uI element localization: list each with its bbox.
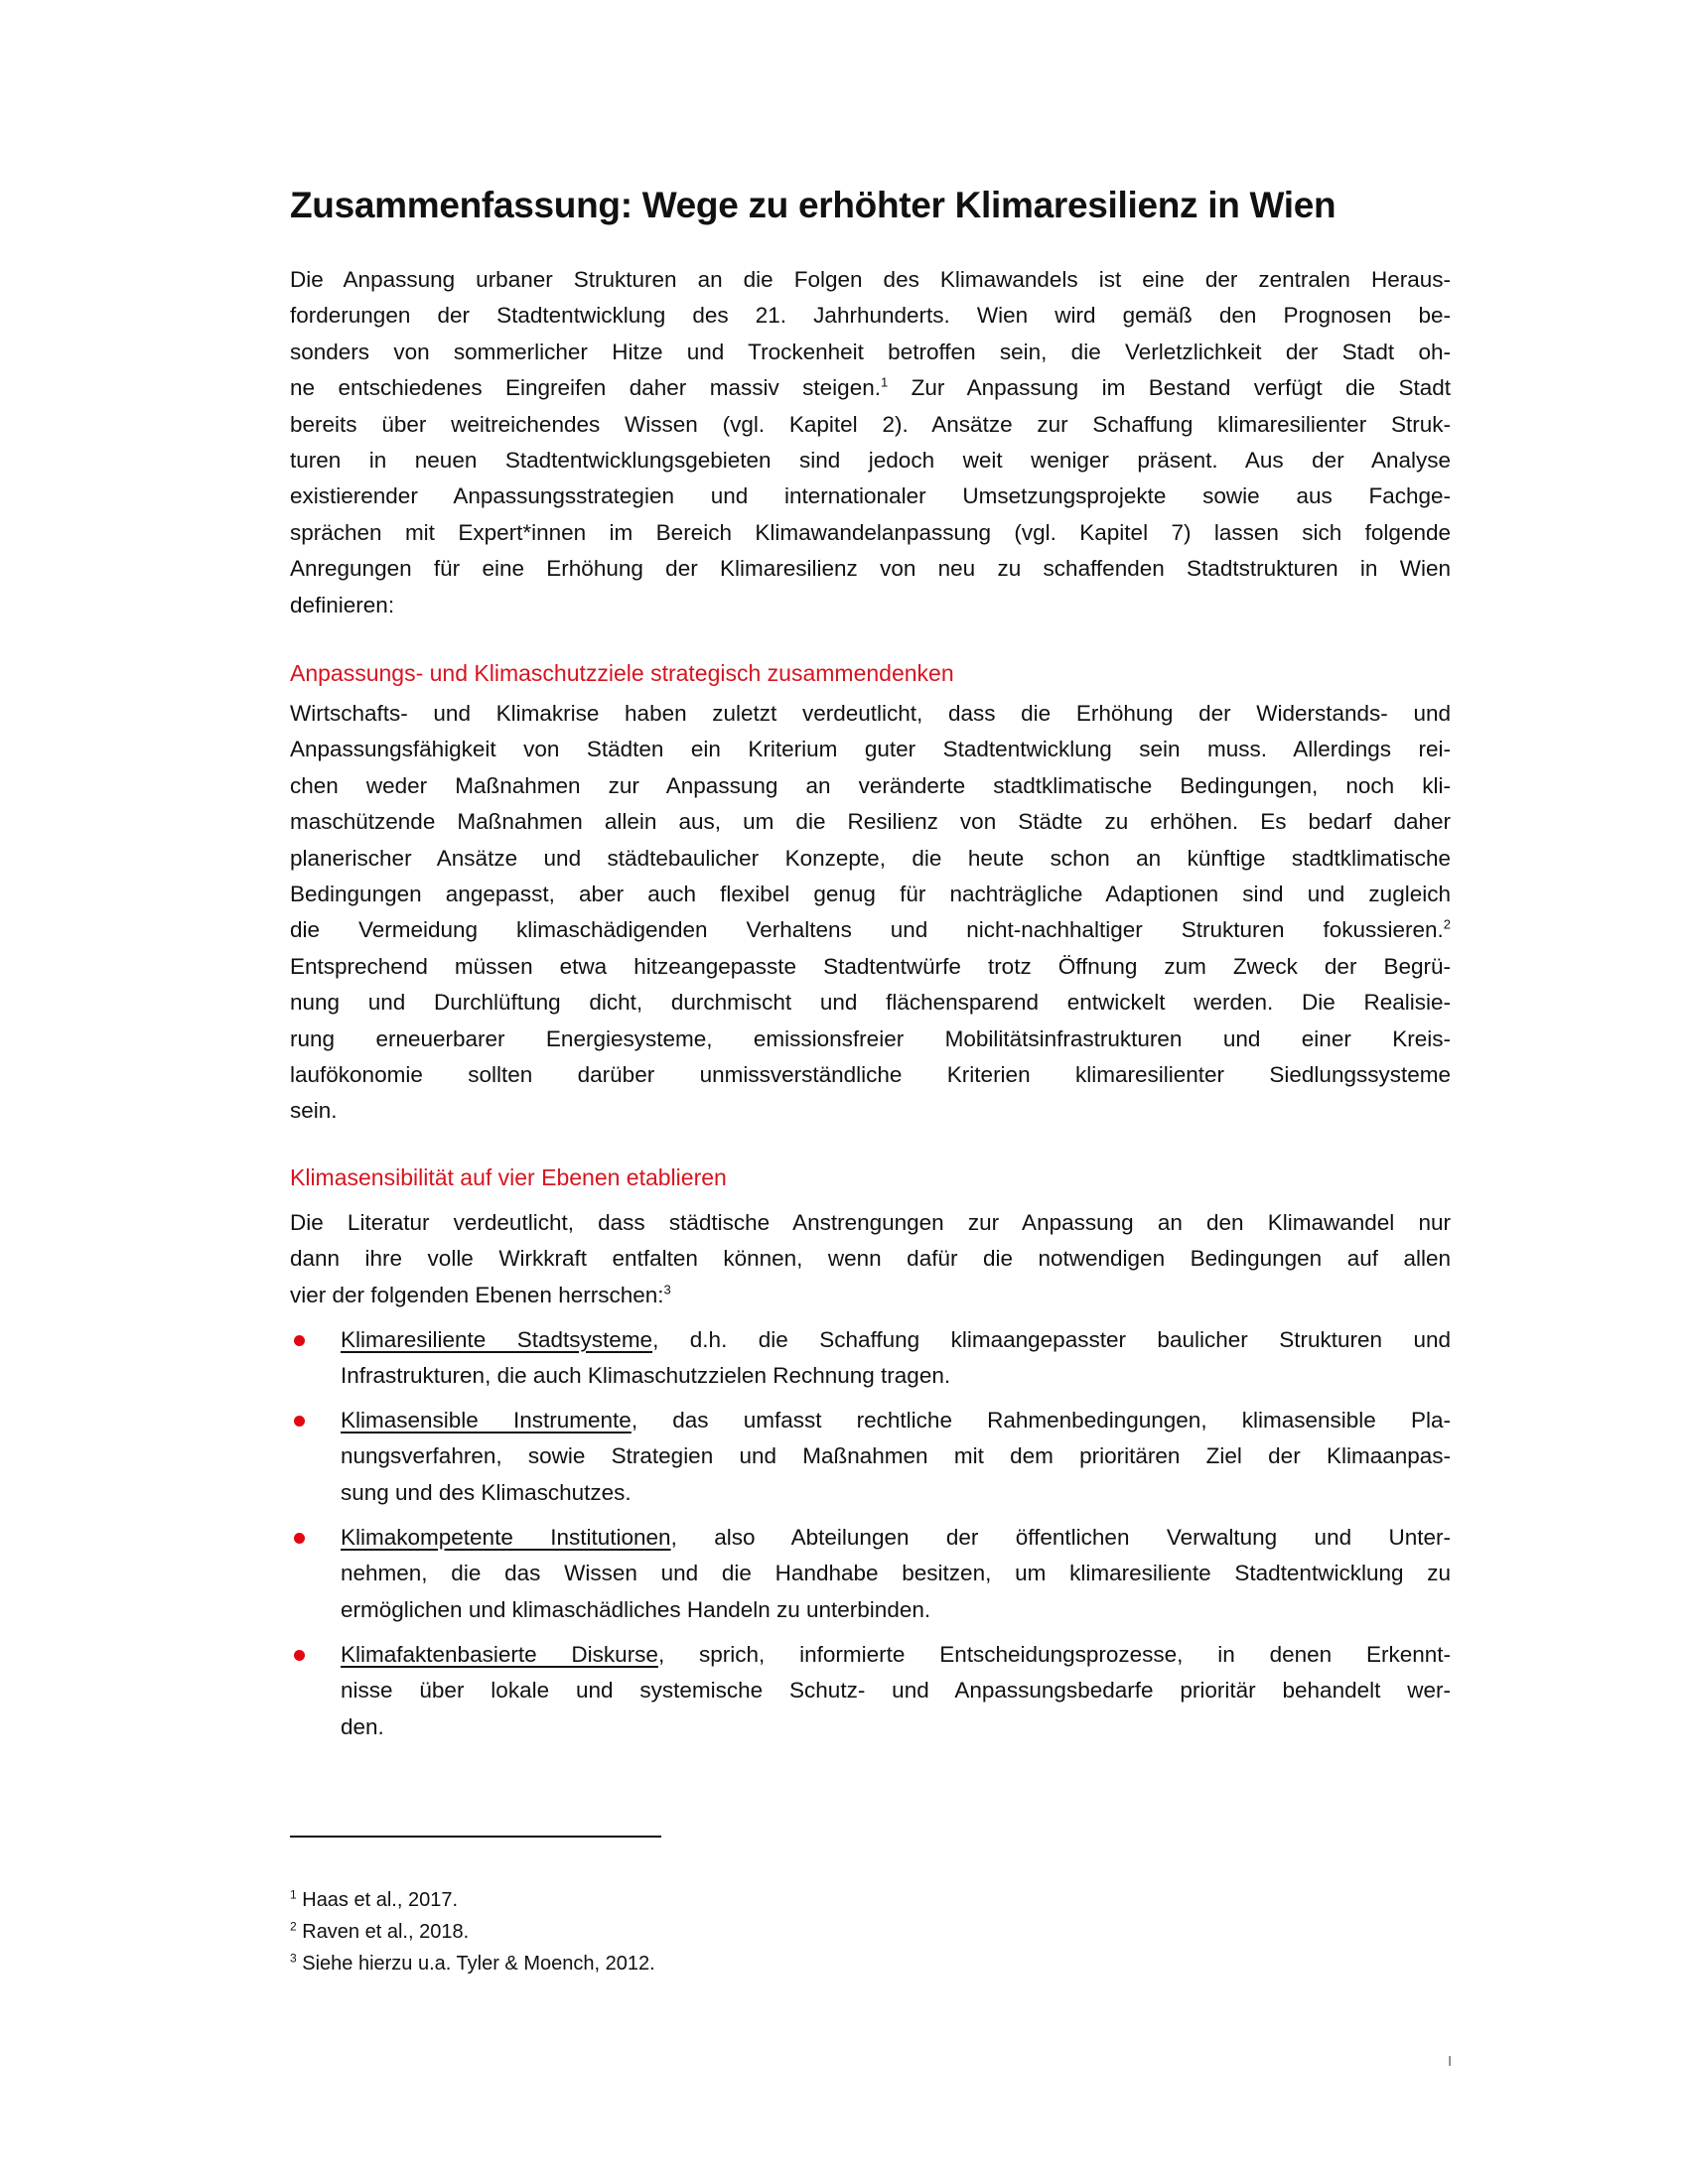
underlined-term: Klimaresiliente Stadtsysteme — [341, 1327, 653, 1352]
text-segment: Entsprechend müssen etwa hitzeangepasste Stadtentwürfe trotz Öffnung zum Zweck der Begrü- — [290, 953, 1451, 979]
text-segment: nisse über lokale und systemische Schutz- und Anpassungsbedarfe prioritär behandelt wer- — [341, 1678, 1451, 1704]
footnote-number: 3 — [290, 1951, 297, 1966]
text-segment: nungsverfahren, sowie Strategien und Maßnahmen mit dem prioritären Ziel der Klimaanpas- — [341, 1443, 1451, 1469]
text-segment: existierender Anpassungsstrategien und internationaler Umsetzungsprojekte sowie aus Fachge- — [290, 483, 1451, 509]
four-levels-paragraph — [290, 1205, 1451, 1313]
text-line — [290, 732, 1451, 767]
text-segment: Anregungen für eine Erhöhung der Klimaresilienz von neu zu schaffenden Stadtstrukturen in Wien — [290, 556, 1451, 582]
footnote-text: Raven et al., 2018. — [296, 1921, 470, 1943]
text-line — [290, 298, 1451, 334]
bullet-icon — [294, 1650, 305, 1661]
underlined-term: Klimafaktenbasierte Diskurse — [341, 1642, 658, 1667]
text-segment: bereits über weitreichendes Wissen (vgl. Kapitel 2). Ansätze zur Schaffung klimaresilienter Struk- — [290, 411, 1451, 437]
bullet-icon — [294, 1335, 305, 1346]
text-segment: sung und des Klimaschutzes. — [341, 1479, 632, 1505]
text-segment: ne entschiedenes Eingreifen daher massiv steigen. — [290, 375, 881, 401]
text-segment: laufökonomie sollten darüber unmissverständliche Kriterien klimaresilienter Siedlungssysteme — [290, 1061, 1451, 1087]
text-line — [290, 1093, 1451, 1129]
text-segment: chen weder Maßnahmen zur Anpassung an veränderte stadtklimatische Bedingungen, noch kli- — [290, 772, 1451, 798]
bullet-item — [341, 1403, 1451, 1511]
text-line — [290, 1205, 1451, 1241]
text-segment: sprächen mit Expert*innen im Bereich Klimawandelanpassung (vgl. Kapitel 7) lassen sich folgende — [290, 519, 1451, 545]
text-segment: Anpassungsfähigkeit von Städten ein Kriterium guter Stadtentwicklung sein muss. Allerdings rei- — [290, 737, 1451, 762]
text-segment: maschützende Maßnahmen allein aus, um die Resilienz von Städte zu erhöhen. Es bedarf daher — [290, 809, 1451, 835]
bullet-item — [341, 1322, 1451, 1395]
text-line — [290, 841, 1451, 877]
footnote-reference: 3 — [663, 1282, 671, 1297]
text-segment: forderungen der Stadtentwicklung des 21. Jahrhunderts. Wien wird gemäß den Prognosen be- — [290, 303, 1451, 329]
text-line — [290, 1057, 1451, 1093]
text-segment: definieren: — [290, 592, 395, 617]
text-line — [290, 768, 1451, 804]
text-segment: , sprich, informierte Entscheidungsprozesse, in denen Erkennt- — [657, 1642, 1451, 1667]
text-line — [341, 1709, 1451, 1745]
text-segment: Infrastrukturen, die auch Klimaschutzzielen Rechnung tragen. — [341, 1363, 951, 1389]
text-line — [341, 1673, 1451, 1708]
bullet-item — [341, 1637, 1451, 1745]
footnote-number: 1 — [290, 1887, 297, 1902]
footnote-divider — [290, 1836, 661, 1838]
text-line — [290, 478, 1451, 514]
text-segment: , das umfasst rechtliche Rahmenbedingungen, klimasensible Pla- — [631, 1408, 1451, 1433]
bullet-icon — [294, 1533, 305, 1544]
text-line — [290, 1241, 1451, 1277]
strategic-goals-paragraph — [290, 696, 1451, 1130]
underlined-term: Klimakompetente Institutionen — [341, 1525, 671, 1550]
text-line — [290, 551, 1451, 587]
text-segment: Die Literatur verdeutlicht, dass städtische Anstrengungen zur Anpassung an den Klimawandel nur — [290, 1210, 1451, 1235]
footnote — [290, 1948, 655, 1979]
footnote-text: Siehe hierzu u.a. Tyler & Moench, 2012. — [296, 1953, 655, 1975]
text-line — [341, 1438, 1451, 1474]
text-segment: rung erneuerbarer Energiesysteme, emissionsfreier Mobilitätsinfrastrukturen und einer Kreis- — [290, 1025, 1451, 1051]
footnote-reference: 2 — [1443, 916, 1451, 932]
footnote — [290, 1916, 655, 1948]
text-segment: nung und Durchlüftung dicht, durchmischt und flächensparend entwickelt werden. Die Realisie- — [290, 990, 1451, 1016]
text-line — [341, 1358, 1451, 1394]
text-segment: sein. — [290, 1098, 338, 1124]
text-line — [290, 1022, 1451, 1057]
footnote-reference: 1 — [880, 374, 889, 390]
text-segment: den. — [341, 1713, 384, 1739]
footnotes — [290, 1884, 655, 1979]
text-segment: , d.h. die Schaffung klimaangepasster baulicher Strukturen und — [652, 1327, 1451, 1352]
text-line — [290, 877, 1451, 912]
text-segment: dann ihre volle Wirkkraft entfalten können, wenn dafür die notwendigen Bedingungen auf allen — [290, 1246, 1451, 1272]
text-segment: Die Anpassung urbaner Strukturen an die Folgen des Klimawandels ist eine der zentralen Heraus- — [290, 267, 1451, 292]
text-line — [290, 1278, 1451, 1313]
text-line — [290, 335, 1451, 370]
text-line — [290, 262, 1451, 298]
section-heading-strategic-goals: Anpassungs- und Klimaschutzziele strategisch zusammendenken — [290, 660, 954, 686]
page-number: I — [1448, 2053, 1453, 2070]
text-segment: , also Abteilungen der öffentlichen Verwaltung und Unter- — [670, 1525, 1451, 1550]
text-segment: Wirtschafts- und Klimakrise haben zuletzt verdeutlicht, dass die Erhöhung der Widerstands- und — [290, 701, 1451, 726]
text-segment: die Vermeidung klimaschädigenden Verhaltens und nicht-nachhaltiger Strukturen fokussieren. — [290, 917, 1444, 943]
text-line — [290, 912, 1451, 948]
text-line — [341, 1637, 1451, 1673]
text-segment: Zur Anpassung im Bestand verfügt die Stadt — [888, 375, 1452, 401]
text-line — [341, 1592, 1451, 1628]
text-line — [290, 407, 1451, 443]
text-line — [290, 443, 1451, 478]
text-line — [341, 1520, 1451, 1556]
text-line — [290, 696, 1451, 732]
text-line — [341, 1475, 1451, 1511]
text-line — [290, 370, 1451, 406]
section-heading-four-levels: Klimasensibilität auf vier Ebenen etablieren — [290, 1164, 727, 1190]
text-segment: vier der folgenden Ebenen herrschen: — [290, 1282, 664, 1307]
text-segment: planerischer Ansätze und städtebaulicher Konzepte, die heute schon an künftige stadtklimatische — [290, 845, 1451, 871]
text-line — [290, 804, 1451, 840]
bullet-icon — [294, 1416, 305, 1427]
text-line — [341, 1322, 1451, 1358]
text-segment: ermöglichen und klimaschädliches Handeln zu unterbinden. — [341, 1596, 931, 1622]
text-line — [341, 1403, 1451, 1438]
footnote-number: 2 — [290, 1919, 297, 1934]
text-line — [341, 1556, 1451, 1591]
text-segment: turen in neuen Stadtentwicklungsgebieten sind jedoch weit weniger präsent. Aus der Analyse — [290, 447, 1451, 473]
text-segment: sonders von sommerlicher Hitze und Trockenheit betroffen sein, die Verletzlichkeit der Stadt oh- — [290, 339, 1451, 364]
text-line — [290, 588, 1451, 623]
text-segment: Bedingungen angepasst, aber auch flexibel genug für nachträgliche Adaptionen sind und zugleich — [290, 881, 1451, 906]
text-line — [290, 949, 1451, 985]
text-line — [290, 985, 1451, 1021]
bullet-item — [341, 1520, 1451, 1628]
intro-paragraph — [290, 262, 1451, 623]
text-line — [290, 515, 1451, 551]
underlined-term: Klimasensible Instrumente — [341, 1408, 632, 1433]
footnote-text: Haas et al., 2017. — [296, 1889, 459, 1911]
footnote — [290, 1884, 655, 1916]
text-segment: nehmen, die das Wissen und die Handhabe besitzen, um klimaresiliente Stadtentwicklung zu — [341, 1561, 1451, 1586]
page-title: Zusammenfassung: Wege zu erhöhter Klimaresilienz in Wien — [290, 185, 1336, 225]
